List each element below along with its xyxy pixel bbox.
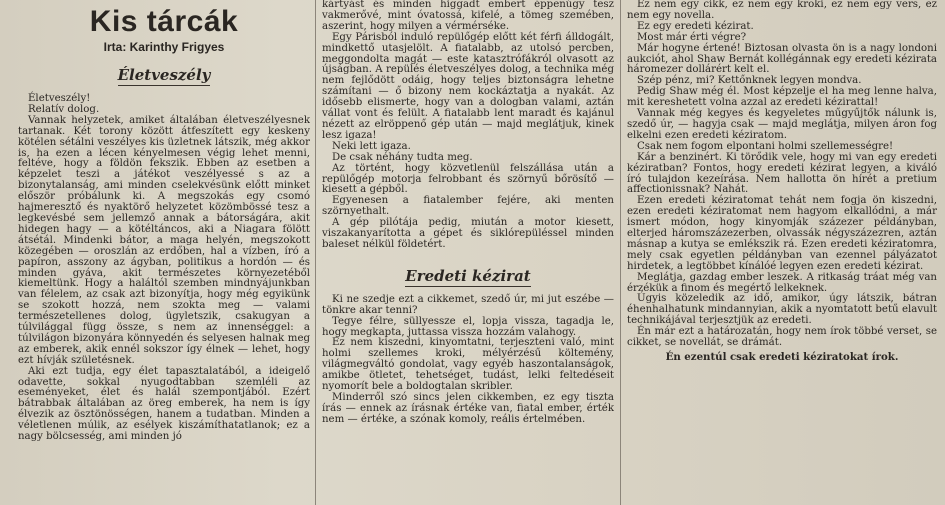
paragraph: Vannak még kegyes és kegyeletes műgyűjtők nálunk is, szedő úr, — hagyja csak — majd meglátja, milyen áron fog elkelni ezen eredeti kéziratom. bbox=[627, 108, 937, 141]
paragraph: Ki ne szedje ezt a cikkemet, szedő úr, mi jut eszébe — tönkre akar tenni? bbox=[322, 293, 614, 316]
paragraph: Minderről szó sincs jelen cikkemben, ez egy tiszta írás — ennek az írásnak értéke van, fiatal ember, érték nem — értéke, a szónak komoly, reális értelmében. bbox=[322, 392, 614, 425]
column-3 bbox=[627, 0, 937, 505]
paragraph: Ez egy eredeti kézirat. bbox=[637, 20, 754, 32]
column-1 bbox=[18, 0, 310, 505]
paragraph: Ez nem kiszedni, kinyomtatni, terjeszteni való, mint holmi szellemes kroki, mélyérzésű költemény, világmegváltó gondolat, vagy egyéb haszontalanságok, amikbe ötletet, tehetséget, tudást, lelki feltedéseit nyomorít bele a boldogtalan skribler. bbox=[322, 337, 614, 393]
paragraph: Egy Párisból induló repülőgép előtt két férfi álldogált, mindkettő utasjelölt. A fiatalabb, az utolsó percben, meggondolta magát — este katasztrófákról olvasott az újságban. A repülés életveszélyes dolog, a technika még nem fejlődött odáig, hogy teljes biztonságra lehetne számítani — ő bizony nem kockáztatja a nyakát. Az idősebb elismerte, hogy van a dologban valami, aztán vállat vont és felült. A fiatalabb lent maradt és kajánul nézett az elröppenő gép után — majd meglátjuk, kinek lesz igaza! bbox=[322, 31, 614, 141]
paragraph: Pedig Shaw még él. Most képzelje el ha meg lenne halva, mit kereshetett volna azzal az eredeti kézirattal! bbox=[627, 86, 937, 109]
paragraph: Szép pénz, mi? Kettőnknek legyen mondva. bbox=[637, 75, 862, 87]
paragraph: Egyenesen a fiatalember fejére, aki menten szörnyethalt. bbox=[322, 195, 614, 218]
paragraph: Életveszély! bbox=[28, 93, 91, 104]
paragraph: Ezen eredeti kéziratomat tehát nem fogja ön kiszedni, ezen eredeti kéziratomat nem hagyom elkallódni, a már ismert módon, hogy kinyomják százezer példányban, elterjed háromszázezerben, olvassák négyszázezren, aztán másnap a kutya se emlékszik rá. Ezen eredeti kéziratomra, mely csak egyetlen példányban van ezennel pályázatot hirdetek, a legtöbbet kínálóé legyen ezen eredeti kézirat. bbox=[627, 195, 937, 272]
paragraph: Most már érti végre? bbox=[637, 31, 747, 43]
article-title: Életveszély bbox=[117, 66, 211, 84]
paragraph: Aki ezt tudja, egy élet tapasztalatából, a ideigelő odavette, sokkal nyugodtabban szemléli az eseményeket, élet és halál szempontjából. Ezért bátrabbak általában az öreg emberek, ha nem is így élvezik az ösztönösségen, hanem a tudatban. Minden a véletlenen múlik, az esélyek kiszámíthatatlanok; ez a nagy bölcsesség, ami minden jó bbox=[18, 365, 310, 443]
paragraph: Tegye félre, süllyessze el, lopja vissza, tagadja le, hogy megkapta, juttassa vissza hozzám valahogy. bbox=[322, 315, 614, 338]
paragraph: kártyást és minden higgadt embert éppenúgy tesz vakmerővé, mint óvatossá, kifelé, a tömeg szemében, aszerint, hogy milyen a vérmérséke. bbox=[322, 0, 614, 32]
paragraph: Én már ezt a határozatán, hogy nem írok többé verset, se cikket, se novellát, se drámát. bbox=[627, 326, 937, 349]
paragraph: Meglátja, gazdag ember leszek. A ritkaság tráat még van érzékük a finom és megértő lelkeknek. bbox=[627, 271, 937, 294]
column-rule bbox=[315, 0, 316, 505]
paragraph: Kár a benzinért. Ki törődik vele, hogy mi van egy eredeti kéziratban? Fontos, hogy eredeti kézirat legyen, a kiváló író tulajdon kezeírása. Nem hallotta ön hírét a pretium affectionissnak? Nahát. bbox=[627, 151, 937, 196]
closing-line: Én ezentúl csak eredeti kéziratokat írok. bbox=[665, 351, 899, 363]
paragraph: De csak néhány tudta meg. bbox=[332, 151, 473, 163]
paragraph: Ez nem egy cikk, ez nem egy kroki, ez nem egy vers, ez nem egy novella. bbox=[627, 0, 937, 21]
column-rule bbox=[620, 0, 621, 505]
paragraph: Vannak helyzetek, amiket általában életveszélyesnek tartanak. Két torony között átfeszített egy keskeny kötélen sétálni veszélyes kis üzletnek látszik, még akkor is, ha ezen a lécen kényelmesen végig lehet menni, feltéve, hogy a földön fekszik. Ebben az esetben a képzelet teszi a játékot veszélyessé s az a bizonytalanság, ami minden cselekvésünk előtt minket először próbálunk ki. A megszokás egy csomó hajmeresztő és nyaktörő helyzetet közömbössé tesz a legkevésbé sem jellemző annak a bátorságára, akit hidegen hagy — a kötéltáncos, aki a Niagara fölött átsétál. Mindenki bátor, a maga helyén, megszokott közegében — oroszlán az erdőben, hal a vízben, író a papíron, asszony az ágyban, politikus a hordón — és minden gyáva, akit természetes környezetéből kiemeltünk. Hogy a haláltól szemben mindnyájunkban van félelem, az csak azt bizonyítja, hogy még egyikünk se szokott hozzá, nem szokta meg — valami természetellenes dolog, ügyletszik, csakugyan a túlvilággal függ össze, s nem az innenséggel: a túlvilágon bizonyára könnyedén és selyesen halnak meg az emberek, akik ennél sokszor így élnek — lehet, hogy ezt hívják születésnek. bbox=[18, 114, 310, 366]
byline: Irta: Karinthy Frigyes bbox=[103, 40, 225, 54]
paragraph: Már hogyne értené! Biztosan olvasta ön is a nagy londoni aukciót, ahol Shaw Bernát kollégánnak egy eredeti kézirata háromezer dollárért kelt el. bbox=[627, 42, 937, 76]
column-2 bbox=[322, 0, 614, 505]
article-title: Eredeti kézirat bbox=[405, 266, 531, 285]
paragraph: A gép pilótája pedig, miután a motor kiesett, viszakanyarította a gépet és siklórepüléssel minden baleset nélkül földetért. bbox=[322, 217, 614, 250]
page-title: Kis tárcák bbox=[89, 5, 239, 38]
paragraph: Neki lett igaza. bbox=[332, 140, 411, 152]
paragraph: Relatív dolog. bbox=[28, 103, 100, 115]
paragraph: Az történt, hogy közvetlenül felszállása után a repülőgép motorja felrobbant és szörnyű bőrösítő — kiesett a gépből. bbox=[322, 162, 614, 196]
paragraph: Úgyis közeledik az idő, amikor, úgy látszik, bátran éhenhalhatunk mindannyian, akik a nyomtatott betű elavult technikájával terjesztjük az eredeti. bbox=[627, 293, 937, 327]
paragraph: Csak nem fogom elpontani holmi szellemességre! bbox=[637, 140, 894, 152]
